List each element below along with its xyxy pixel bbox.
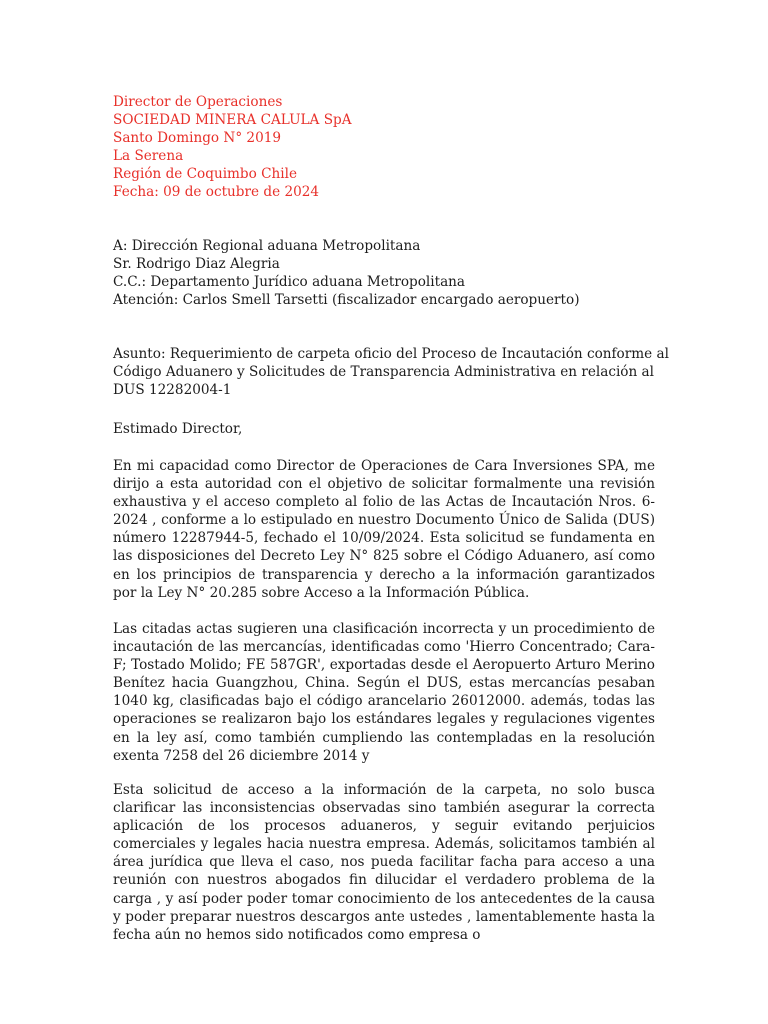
recipient-name: Sr. Rodrigo Diaz Alegria xyxy=(113,256,280,272)
body-paragraph-2: Las citadas actas sugieren una clasificación incorrecta y un procedimiento de incautación de las mercancías, identificadas como 'Hierro Concentrado; Cara-F; Tostado Molido; FE 587GR', exportadas desde el Aeropuerto Arturo Merino Benítez hacia Guangzhou, China. Según el DUS, estas mercancías pesaban 1040 kg, clasificadas bajo el código arancelario 26012000. además, todas las operaciones se realizaron bajo los estándares legales y regulaciones vigentes en la ley así, como también cumpliendo las contempladas en la resolución exenta 7258 del 26 diciembre 2014 y xyxy=(113,621,655,764)
sender-company: SOCIEDAD MINERA CALULA SpA xyxy=(113,112,352,128)
letter-greeting: Estimado Director, xyxy=(113,421,243,437)
body-paragraph-3: Esta solicitud de acceso a la información de la carpeta, no solo busca clarificar las inconsistencias observadas sino también asegurar la correcta aplicación de los procesos aduaneros, y seguir evitando perjuicios comerciales y legales hacia nuestra empresa. Además, solicitamos también al área jurídica que lleva el caso, nos pueda facilitar facha para acceso a una reunión con nuestros abogados fin dilucidar el verdadero problema de la carga , y así poder poder tomar conocimiento de los antecedentes de la causa y poder preparar nuestros descargos ante ustedes , lamentablemente hasta la fecha aún no hemos sido notificados como empresa o xyxy=(113,782,655,943)
letter-date: Fecha: 09 de octubre de 2024 xyxy=(113,184,320,200)
sender-region: Región de Coquimbo Chile xyxy=(113,166,298,182)
sender-address-block xyxy=(113,93,655,201)
recipient-cc: C.C.: Departamento Jurídico aduana Metropolitana xyxy=(113,274,466,290)
sender-city: La Serena xyxy=(113,148,184,164)
recipient-attention: Atención: Carlos Smell Tarsetti (fiscalizador encargado aeropuerto) xyxy=(113,292,580,308)
recipient-block xyxy=(113,237,655,309)
body-paragraph-1: En mi capacidad como Director de Operaciones de Cara Inversiones SPA, me dirijo a esta autoridad con el objetivo de solicitar formalmente una revisión exhaustiva y el acceso completo al folio de las Actas de Incautación Nros. 6-2024 , conforme a lo estipulado en nuestro Documento Único de Salida (DUS) número 12287944-5, fechado el 10/09/2024. Esta solicitud se fundamenta en las disposiciones del Decreto Ley N° 825 sobre el Código Aduanero, así como en los principios de transparencia y derecho a la información garantizados por la Ley N° 20.285 sobre Acceso a la Información Pública. xyxy=(113,458,655,601)
recipient-to: A: Dirección Regional aduana Metropolitana xyxy=(113,238,421,254)
letter-subject: Asunto: Requerimiento de carpeta oficio del Proceso de Incautación conforme al Código Aduanero y Solicitudes de Transparencia Administrativa en relación al DUS 12282004-1 xyxy=(113,346,669,399)
sender-street: Santo Domingo N° 2019 xyxy=(113,130,282,146)
sender-title: Director de Operaciones xyxy=(113,94,283,110)
